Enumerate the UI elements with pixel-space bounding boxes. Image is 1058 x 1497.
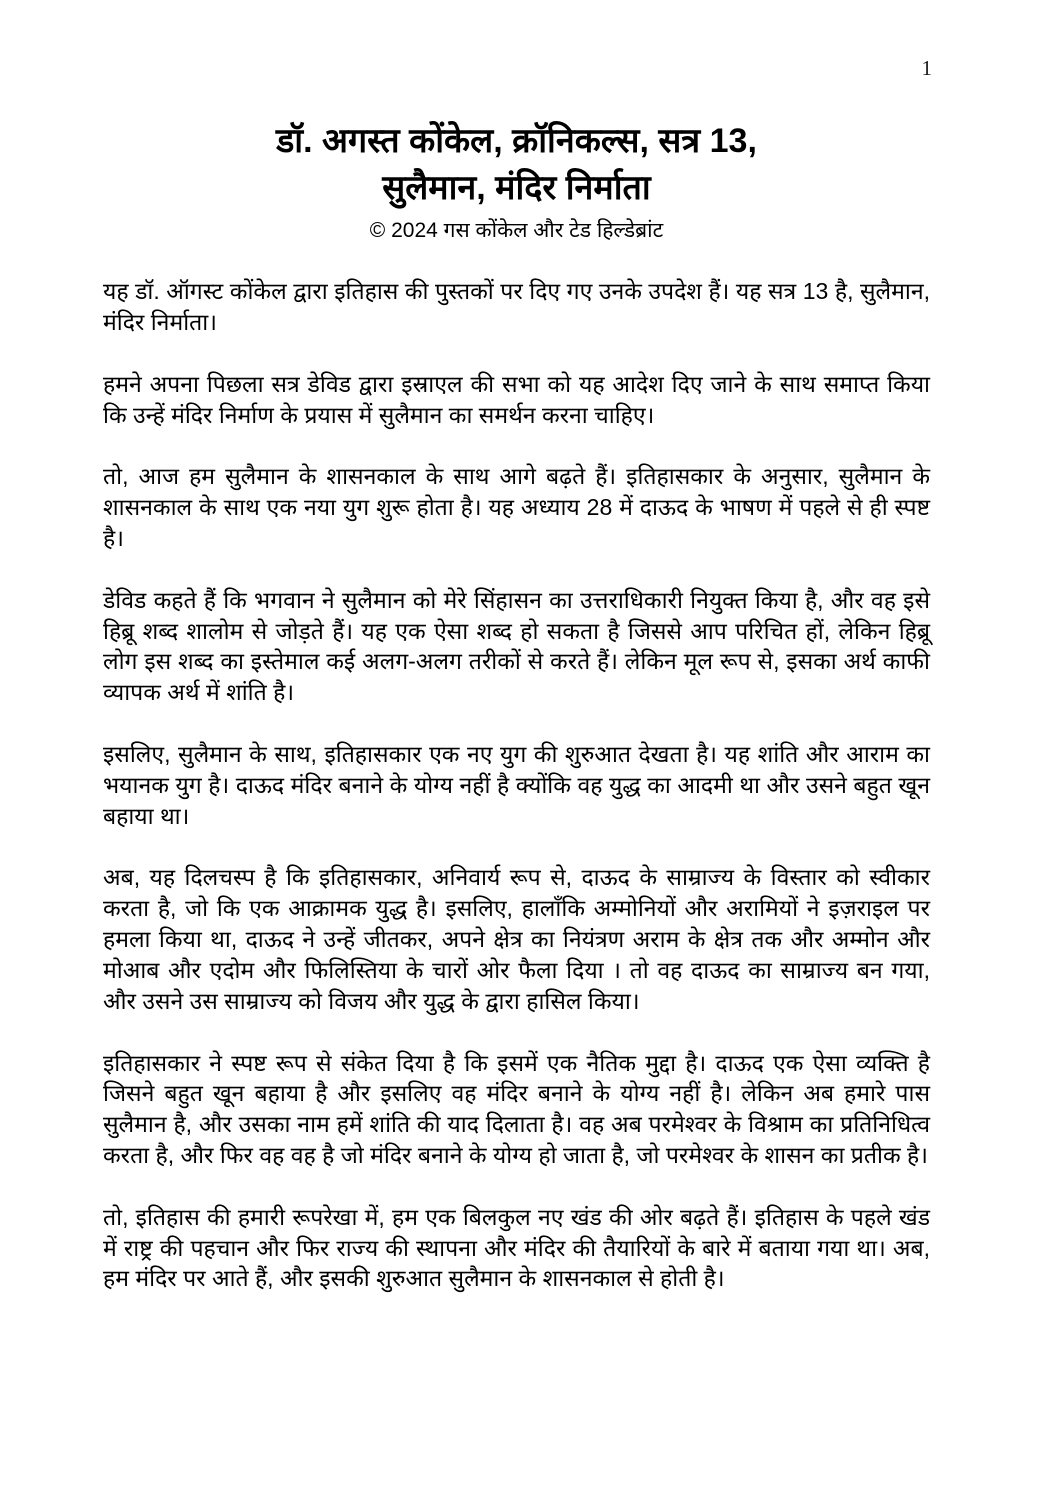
paragraph: तो, इतिहास की हमारी रूपरेखा में, हम एक बिलकुल नए खंड की ओर बढ़ते हैं। इतिहास के पहले खंड में राष्ट्र की पहचान और फिर राज्य की स्थापना और मंदिर की तैयारियों के बारे में बताया गया था। अब, हम मंदिर पर आते हैं, और इसकी शुरुआत सुलैमान के शासनकाल से होती है। — [103, 1203, 930, 1292]
paragraph: तो, आज हम सुलैमान के शासनकाल के साथ आगे बढ़ते हैं। इतिहासकार के अनुसार, सुलैमान के शासनकाल के साथ एक नया युग शुरू होता है। यह अध्याय 28 में दाऊद के भाषण में पहले से ही स्पष्ट है। — [103, 463, 930, 551]
paragraph: अब, यह दिलचस्प है कि इतिहासकार, अनिवार्य रूप से, दाऊद के साम्राज्य के विस्तार को स्वीकार करता है, जो कि एक आक्रामक युद्ध है। इसलिए, हालाँकि अम्मोनियों और अरामियों ने इज़राइल पर हमला किया था, दाऊद ने उन्हें जीतकर, अपने क्षेत्र का नियंत्रण अराम के क्षेत्र तक और अम्मोन और मोआब और एदोम और फिलिस्तिया के चारों ओर फैला दिया । तो वह दाऊद का साम्राज्य बन गया, और उसने उस साम्राज्य को विजय और युद्ध के द्वारा हासिल किया। — [103, 864, 930, 1014]
document-title — [103, 118, 930, 212]
paragraph: डेविड कहते हैं कि भगवान ने सुलैमान को मेरे सिंहासन का उत्तराधिकारी नियुक्त किया है, और वह इसे हिब्रू शब्द शालोम से जोड़ते हैं। यह एक ऐसा शब्द हो सकता है जिससे आप परिचित हों, लेकिन हिब्रू लोग इस शब्द का इस्तेमाल कई अलग-अलग तरीकों से करते हैं। लेकिन मूल रूप से, इसका अर्थ काफी व्यापक अर्थ में शांति है। — [103, 586, 930, 706]
paragraph: यह डॉ. ऑगस्ट कोंकेल द्वारा इतिहास की पुस्तकों पर दिए गए उनके उपदेश हैं। यह सत्र 13 है, सुलैमान, मंदिर निर्माता। — [103, 278, 930, 335]
paragraph: हमने अपना पिछला सत्र डेविड द्वारा इस्राएल की सभा को यह आदेश दिए जाने के साथ समाप्त किया कि उन्हें मंदिर निर्माण के प्रयास में सुलैमान का समर्थन करना चाहिए। — [103, 370, 930, 428]
document-title-line-2: सुलैमान, मंदिर निर्माता — [382, 168, 651, 207]
copyright-line: © 2024 गस कोंकेल और टेड हिल्डेब्रांट — [369, 218, 664, 242]
document-body — [103, 276, 930, 1294]
document-title-line-1: डॉ. अगस्त कोंकेल, क्रॉनिकल्स, सत्र 13, — [276, 122, 757, 160]
paragraph: इतिहासकार ने स्पष्ट रूप से संकेत दिया है कि इसमें एक नैतिक मुद्दा है। दाऊद एक ऐसा व्यक्ति है जिसने बहुत खून बहाया है और इसलिए वह मंदिर बनाने के योग्य नहीं है। लेकिन अब हमारे पास सुलैमान है, और उसका नाम हमें शांति की याद दिलाता है। वह अब परमेश्वर के विश्राम का प्रतिनिधित्व करता है, और फिर वह वह है जो मंदिर बनाने के योग्य हो जाता है, जो परमेश्वर के शासन का प्रतीक है। — [103, 1049, 930, 1168]
document-header — [103, 118, 930, 244]
page-number: 1 — [921, 56, 932, 80]
paragraph: इसलिए, सुलैमान के साथ, इतिहासकार एक नए युग की शुरुआत देखता है। यह शांति और आराम का भयानक युग है। दाऊद मंदिर बनाने के योग्य नहीं है क्योंकि वह युद्ध का आदमी था और उसने बहुत खून बहाया था। — [103, 741, 930, 829]
